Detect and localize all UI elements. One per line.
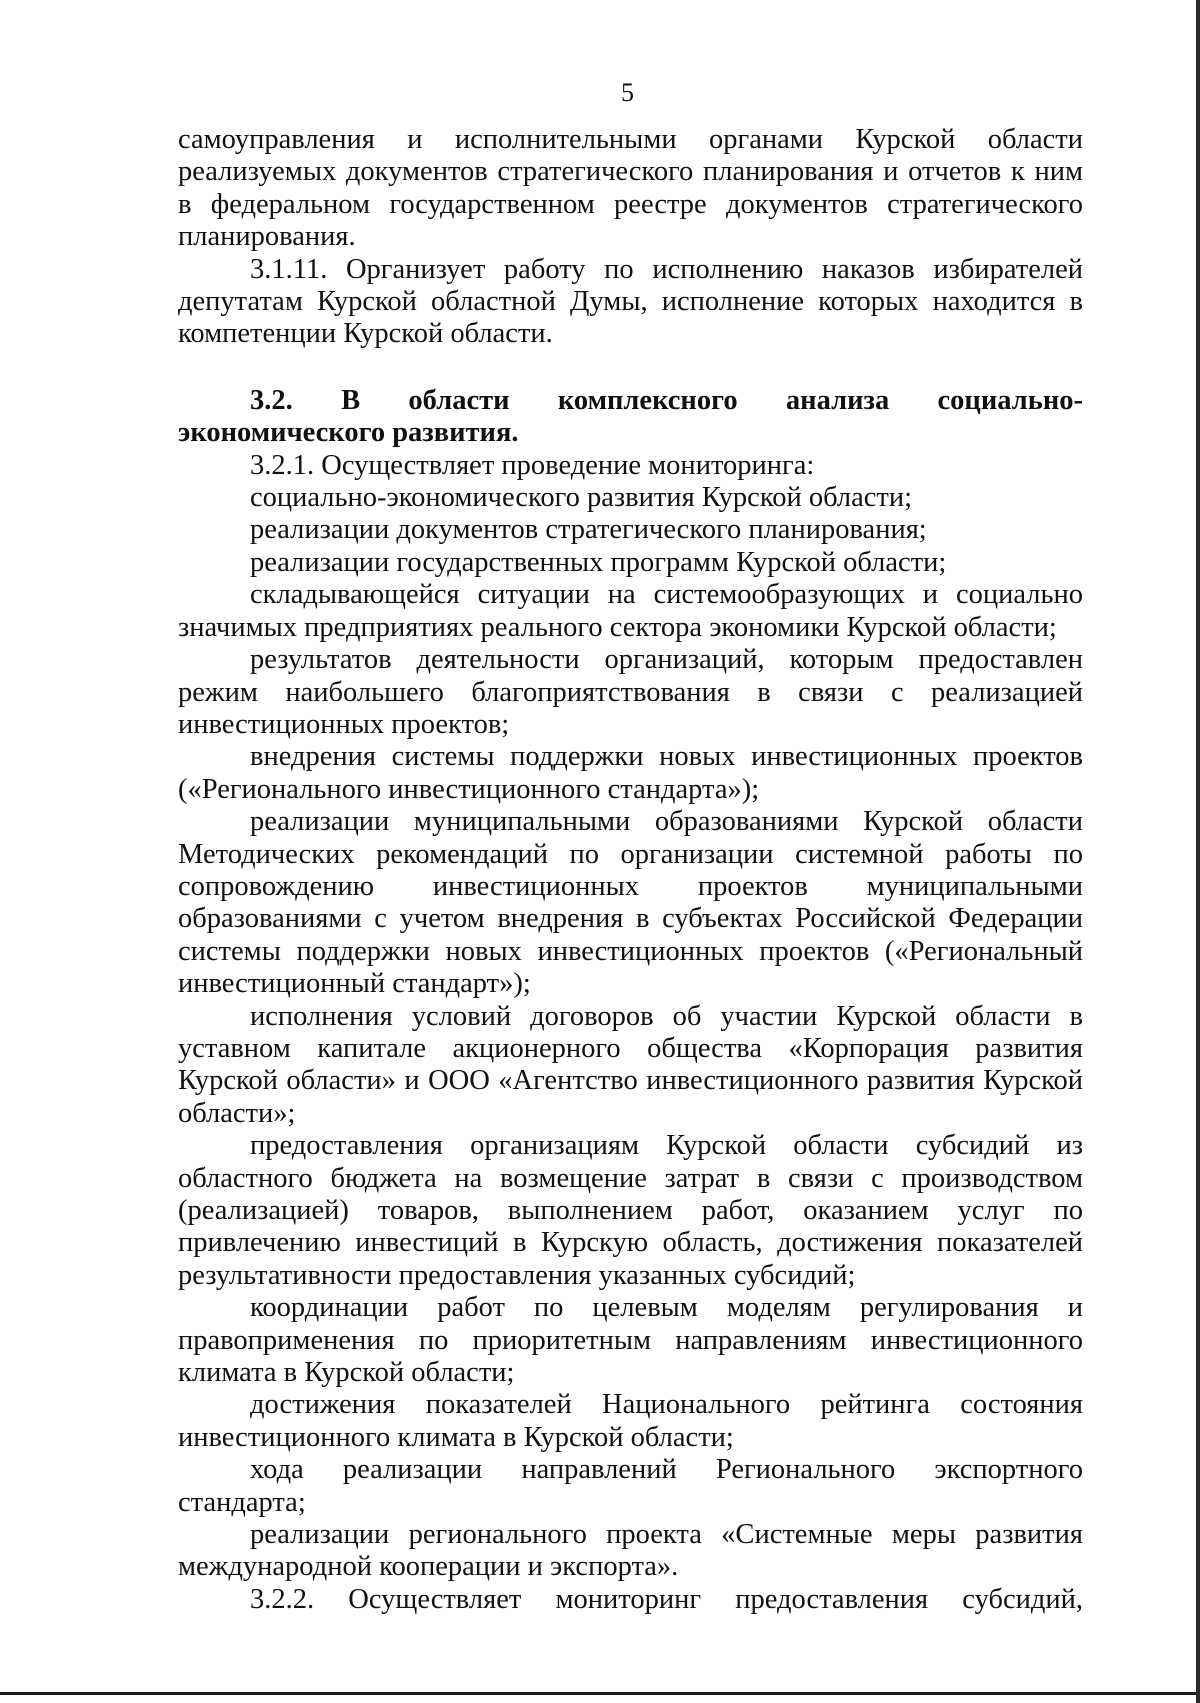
- scan-edge-bottom: [0, 1692, 1200, 1695]
- monitoring-item: хода реализации направлений Регионального экспортного стандарта;: [178, 1454, 1083, 1518]
- page-number: 5: [621, 78, 634, 107]
- monitoring-item: реализации документов стратегического планирования;: [250, 514, 927, 546]
- paragraph-continuation: самоуправления и исполнительными органами Курской области реализуемых документов стратегического планирования и отчетов к ним в федеральном государственном реестре документов стратегического планирования.: [178, 124, 1083, 253]
- monitoring-item: складывающейся ситуации на системообразующих и социально значимых предприятиях реального сектора экономики Курской области;: [178, 579, 1083, 643]
- monitoring-item: реализации государственных программ Курской области;: [250, 546, 947, 578]
- paragraph-3-1-11: 3.1.11. Организует работу по исполнению наказов избирателей депутатам Курской областной Думы, исполнение которых находится в компетенции Курской области.: [178, 253, 1083, 350]
- section-heading-3-2: 3.2. В области комплексного анализа социально-экономического развития.: [178, 384, 1083, 449]
- monitoring-item: предоставления организациям Курской области субсидий из областного бюджета на возмещение затрат в связи с производством (реализацией) товаров, выполнением работ, оказанием услуг по привлечению инвестиций в Курскую область, достижения показателей результативности предоставления указанных субсидий;: [178, 1130, 1083, 1291]
- document-body: [178, 124, 1083, 1616]
- monitoring-item: исполнения условий договоров об участии Курской области в уставном капитале акционерного общества «Корпорация развития Курской области» и ООО «Агентство инвестиционного развития Курской области»;: [178, 1000, 1083, 1129]
- monitoring-item: координации работ по целевым моделям регулирования и правоприменения по приоритетным направлениям инвестиционного климата в Курской области;: [178, 1292, 1083, 1389]
- monitoring-item: реализации регионального проекта «Системные меры развития международной кооперации и экспорта».: [178, 1519, 1083, 1583]
- monitoring-item: внедрения системы поддержки новых инвестиционных проектов («Регионального инвестиционного стандарта»);: [178, 741, 1083, 805]
- paragraph-3-2-1: 3.2.1. Осуществляет проведение мониторинга:: [250, 449, 815, 481]
- monitoring-item: социально-экономического развития Курской области;: [250, 482, 913, 514]
- monitoring-item: достижения показателей Национального рейтинга состояния инвестиционного климата в Курской области;: [178, 1389, 1083, 1453]
- scan-edge-right: [1196, 0, 1200, 1703]
- monitoring-item: реализации муниципальными образованиями Курской области Методических рекомендаций по организации системной работы по сопровождению инвестиционных проектов муниципальными образованиями с учетом внедрения в субъектах Российской Федерации системы поддержки новых инвестиционных проектов («Региональный инвестиционный стандарт»);: [178, 806, 1083, 1000]
- monitoring-item: результатов деятельности организаций, которым предоставлен режим наибольшего благоприятствования в связи с реализацией инвестиционных проектов;: [178, 644, 1083, 740]
- paragraph-3-2-2: 3.2.2. Осуществляет мониторинг предоставления субсидий,: [250, 1583, 1083, 1615]
